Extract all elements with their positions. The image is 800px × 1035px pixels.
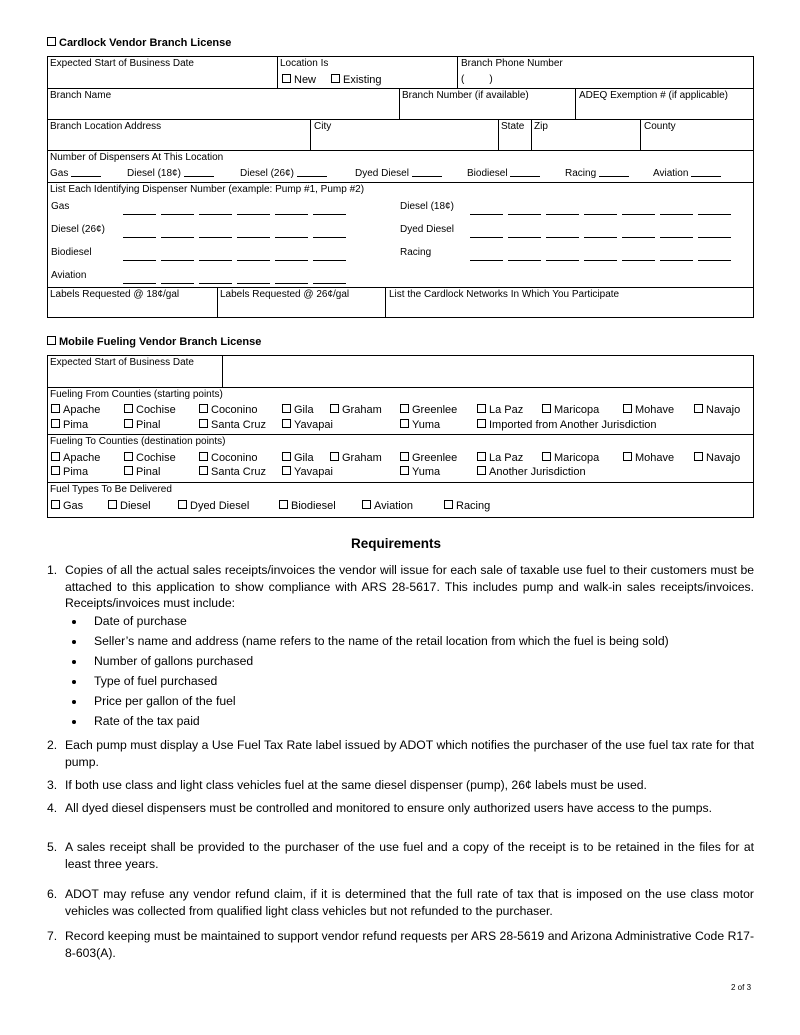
req-item-1: 1. Copies of all the actual sales receipts/invoices the vendor will issue for each sale of taxable use fuel to their customers must be attached to this application to show compliance with ARS 28-5617. This includes pump and walk-in sales receipts/invoices. Receipts/invoices must include: [47, 563, 754, 610]
fuel-gas-option[interactable] [51, 500, 83, 512]
to-counties-label: Fueling To Counties (destination points) [50, 436, 226, 447]
fuel-dyed-diesel-option[interactable] [178, 500, 249, 512]
fuel-types-label: Fuel Types To Be Delivered [50, 484, 172, 495]
to-coconino-checkbox[interactable] [199, 452, 208, 461]
from-la-paz-checkbox[interactable] [477, 404, 486, 413]
to-yuma-label: Yuma [412, 466, 441, 478]
to-coconino-label: Coconino [211, 452, 258, 464]
from-greenlee-option[interactable] [400, 404, 457, 416]
to-pinal-checkbox[interactable] [124, 466, 133, 475]
to-graham-label: Graham [342, 452, 382, 464]
from-yuma-checkbox[interactable] [400, 419, 409, 428]
from-yuma-label: Yuma [412, 419, 441, 431]
fuel-dyed-diesel-checkbox[interactable] [178, 500, 187, 509]
to-yavapai-label: Yavapai [294, 466, 333, 478]
req-item-5: 5. A sales receipt shall be provided to the purchaser of the use fuel and a copy of the receipt is to be retained in the files for at least three years. [47, 840, 754, 871]
from-apache-checkbox[interactable] [51, 404, 60, 413]
from-pinal-label: Pinal [136, 419, 161, 431]
disp-aviation[interactable]: Aviation [653, 168, 721, 179]
labels18-label: Labels Requested @ 18¢/gal [50, 289, 180, 300]
from-navajo-label: Navajo [706, 404, 741, 416]
to-la-paz-label: La Paz [489, 452, 524, 464]
from-cochise-checkbox[interactable] [124, 404, 133, 413]
fuel-aviation-checkbox[interactable] [362, 500, 371, 509]
from-pima-option[interactable] [51, 419, 88, 431]
to-la-paz-checkbox[interactable] [477, 452, 486, 461]
from-navajo-checkbox[interactable] [694, 404, 703, 413]
to-coconino-option[interactable] [199, 452, 257, 464]
cardlock-section-title[interactable] [47, 37, 231, 49]
id-diesel18-blanks[interactable] [470, 202, 736, 220]
county-label: County [644, 121, 676, 132]
from-la-paz-option[interactable] [477, 404, 523, 416]
from-cochise-label: Cochise [136, 404, 176, 416]
from-greenlee-checkbox[interactable] [400, 404, 409, 413]
to-maricopa-label: Maricopa [554, 452, 600, 464]
from-cochise-option[interactable] [124, 404, 176, 416]
to-cochise-label: Cochise [136, 452, 176, 464]
mobile-expected-start-label: Expected Start of Business Date [50, 357, 194, 368]
from-maricopa-label: Maricopa [554, 404, 600, 416]
branch-number-label: Branch Number (if available) [402, 90, 529, 101]
to-santa-cruz-option[interactable] [199, 466, 266, 478]
to-maricopa-option[interactable] [542, 452, 599, 464]
networks-label: List the Cardlock Networks In Which You Participate [389, 289, 620, 300]
id-dyed-label: Dyed Diesel [400, 224, 454, 235]
to-another-jurisdiction-label: Another Jurisdiction [489, 466, 586, 478]
page-number: 2 of 3 [731, 983, 752, 992]
to-apache-option[interactable] [51, 452, 100, 464]
to-greenlee-option[interactable] [400, 452, 457, 464]
from-gila-option[interactable] [282, 404, 314, 416]
req-item-4: 4. All dyed diesel dispensers must be controlled and monitored to ensure only authorized users have access to the pumps. [47, 801, 712, 815]
requirements-title: Requirements [351, 536, 442, 551]
from-coconino-option[interactable] [199, 404, 257, 416]
to-maricopa-checkbox[interactable] [542, 452, 551, 461]
id-diesel26-label: Diesel (26¢) [51, 224, 105, 235]
to-cochise-option[interactable] [124, 452, 176, 464]
from-imported-from-another-jurisdiction-checkbox[interactable] [477, 419, 486, 428]
location-new-option[interactable]: New [282, 74, 316, 86]
from-maricopa-option[interactable] [542, 404, 599, 416]
from-imported-from-another-jurisdiction-label: Imported from Another Jurisdiction [489, 419, 657, 431]
adeq-label: ADEQ Exemption # (if applicable) [579, 90, 728, 101]
branch-phone-label: Branch Phone Number [461, 58, 563, 69]
disp-gas[interactable]: Gas [50, 168, 101, 179]
from-yavapai-option[interactable] [282, 419, 333, 431]
new-checkbox[interactable] [282, 74, 291, 83]
to-santa-cruz-label: Santa Cruz [211, 466, 267, 478]
to-yavapai-option[interactable] [282, 466, 333, 478]
from-gila-label: Gila [294, 404, 314, 416]
id-biodiesel-label: Biodiesel [51, 247, 92, 258]
to-graham-checkbox[interactable] [330, 452, 339, 461]
from-santa-cruz-label: Santa Cruz [211, 419, 267, 431]
zip-label: Zip [534, 121, 548, 132]
to-pima-checkbox[interactable] [51, 466, 60, 475]
fuel-aviation-label: Aviation [374, 500, 413, 512]
to-yuma-option[interactable] [400, 466, 440, 478]
id-aviation-blanks[interactable] [123, 271, 351, 289]
from-la-paz-label: La Paz [489, 404, 524, 416]
req-item-2: 2. Each pump must display a Use Fuel Tax Rate label issued by ADOT which notifies the purchaser of the use fuel tax rate for that pump. [47, 738, 754, 769]
from-mohave-label: Mohave [635, 404, 675, 416]
from-greenlee-label: Greenlee [412, 404, 458, 416]
branch-address-label: Branch Location Address [50, 121, 162, 132]
from-navajo-option[interactable] [694, 404, 740, 416]
to-apache-label: Apache [63, 452, 101, 464]
disp-biodiesel[interactable]: Biodiesel [467, 168, 540, 179]
state-label: State [501, 121, 525, 132]
from-mohave-option[interactable] [623, 404, 674, 416]
id-gas-blanks[interactable] [123, 202, 351, 220]
location-is-label: Location Is [280, 58, 329, 69]
from-pinal-option[interactable] [124, 419, 160, 431]
labels26-label: Labels Requested @ 26¢/gal [220, 289, 350, 300]
num-dispensers-label: Number of Dispensers At This Location [50, 152, 224, 163]
mobile-section-title[interactable] [47, 336, 261, 348]
to-navajo-label: Navajo [706, 452, 741, 464]
from-yavapai-label: Yavapai [294, 419, 333, 431]
from-santa-cruz-option[interactable] [199, 419, 266, 431]
fuel-diesel-label: Diesel [120, 500, 151, 512]
id-racing-label: Racing [400, 247, 432, 258]
cardlock-checkbox[interactable] [47, 37, 56, 46]
to-greenlee-checkbox[interactable] [400, 452, 409, 461]
cardlock-title: Cardlock Vendor Branch License [59, 37, 232, 49]
location-existing-option[interactable]: Existing [331, 74, 382, 86]
fuel-racing-checkbox[interactable] [444, 500, 453, 509]
to-yavapai-checkbox[interactable] [282, 466, 291, 475]
to-la-paz-option[interactable] [477, 452, 523, 464]
disp-dyed[interactable]: Dyed Diesel [355, 168, 442, 179]
to-pima-label: Pima [63, 466, 89, 478]
to-mohave-label: Mohave [635, 452, 675, 464]
to-navajo-checkbox[interactable] [694, 452, 703, 461]
expected-start-label: Expected Start of Business Date [50, 58, 194, 69]
to-santa-cruz-checkbox[interactable] [199, 466, 208, 475]
mobile-checkbox[interactable] [47, 336, 56, 345]
disp-racing[interactable]: Racing [565, 168, 629, 179]
fuel-biodiesel-checkbox[interactable] [279, 500, 288, 509]
from-mohave-checkbox[interactable] [623, 404, 632, 413]
form-page: Cardlock Vendor Branch License Expected Start of Business Date Location Is New Existing Branch Phone Number ( ) Branch Name Branch Number (if available) ADEQ Exemption # (if applicable) Branch Location Address City State Zip County Number of Dispensers At This Location Gas Diesel (18¢) Diesel (26¢) Dyed Diesel Biodiesel Racing Aviation List Each Identifying Dispenser Number (example: Pump #1, Pump #2) Gas Diesel (26¢) Biodiesel Aviation Diesel (18¢) Dyed Diesel Racing Labels Requested @ 18¢/gal Labels Requested @ 26¢/gal List the Cardlock Networks In Which You Participate Mobile Fueling Vendor Branch License Expected Start of Business Date Fueling From Counties (starting points) Apache Cochise Coconino Gila Graham Greenlee La Paz Maricopa Mohave Navajo Pima Pinal Santa Cruz Yavapai Yuma Imported from Another Jurisdiction Fueling To Counties (destination points) Apache Cochise Coconino Gila Graham Greenlee La Paz Maricopa Mohave Navajo Pima Pinal Santa Cruz Yavapai Yuma Another Jurisdiction Fuel Types To Be Delivered Gas Diesel Dyed Diesel Biodiesel Aviation Racing Requirements 1. Copies of all the actual sales receipts/invoices the vendor will issue for each sale of taxable use fuel to their customers must be attached to this application to show compliance with ARS 28-5617. This includes pump and walk-in sales receipts/invoices. Receipts/invoices must include: Date of purchase Seller’s name and address (name refers to the name of the retail location from which the fuel is being sold) Number of gallons purchased Type of fuel purchased Price per gallon of the fuel Rate of the tax paid 2. Each pump must display a Use Fuel Tax Rate label issued by ADOT which notifies the purchaser of the use fuel tax rate for that pump. 3. If both use class and light class vehicles fuel at the same diesel dispenser (pump), 26¢ labels must be used. 4. All dyed diesel dispensers must be controlled and monitored to ensure only authorized users have access to the pumps. 5. A sales receipt shall be provided to the purchaser of the use fuel and a copy of the receipt is to be retained in the files for at least three years. 6. ADOT may refuse any vendor refund claim, if it is determined that the full rate of tax that is imposed on the use class motor vehicles was collected from qualified light class vehicles but not refunded to the purchaser. 7. Record keeping must be maintained to support vendor refund requests per ARS 28-5619 and Arizona Administrative Code R17-8-603(A). 2 of 3 [47, 37, 754, 992]
disp-diesel18[interactable]: Diesel (18¢) [127, 168, 214, 179]
to-navajo-option[interactable] [694, 452, 740, 464]
fuel-diesel-checkbox[interactable] [108, 500, 117, 509]
from-maricopa-checkbox[interactable] [542, 404, 551, 413]
id-dyed-blanks[interactable] [470, 225, 736, 243]
from-yuma-option[interactable] [400, 419, 440, 431]
to-graham-option[interactable] [330, 452, 382, 464]
from-graham-label: Graham [342, 404, 382, 416]
id-gas-label: Gas [51, 201, 70, 212]
req-item-3: 3. If both use class and light class vehicles fuel at the same diesel dispenser (pump), 26¢ labels must be used. [47, 778, 647, 792]
fuel-biodiesel-option[interactable] [279, 500, 336, 512]
from-apache-option[interactable] [51, 404, 100, 416]
fuel-biodiesel-label: Biodiesel [291, 500, 336, 512]
to-gila-option[interactable] [282, 452, 314, 464]
from-apache-label: Apache [63, 404, 101, 416]
from-pinal-checkbox[interactable] [124, 419, 133, 428]
to-gila-label: Gila [294, 452, 314, 464]
mobile-title: Mobile Fueling Vendor Branch License [59, 336, 262, 348]
from-counties-label: Fueling From Counties (starting points) [50, 389, 223, 400]
to-another-jurisdiction-checkbox[interactable] [477, 466, 486, 475]
id-racing-blanks[interactable] [470, 248, 736, 266]
fuel-racing-label: Racing [456, 500, 491, 512]
from-imported-from-another-jurisdiction-option[interactable] [477, 419, 657, 431]
id-diesel18-label: Diesel (18¢) [400, 201, 454, 212]
req-item-7: 7. Record keeping must be maintained to support vendor refund requests per ARS 28-5619 and Arizona Administrative Code R17-8-603(A). [47, 929, 754, 960]
existing-checkbox[interactable] [331, 74, 340, 83]
fuel-gas-checkbox[interactable] [51, 500, 60, 509]
from-graham-option[interactable] [330, 404, 382, 416]
fuel-diesel-option[interactable] [108, 500, 151, 512]
from-gila-checkbox[interactable] [282, 404, 291, 413]
to-yuma-checkbox[interactable] [400, 466, 409, 475]
from-coconino-checkbox[interactable] [199, 404, 208, 413]
to-another-jurisdiction-option[interactable] [477, 466, 586, 478]
to-cochise-checkbox[interactable] [124, 452, 133, 461]
to-pinal-label: Pinal [136, 466, 161, 478]
disp-diesel26[interactable]: Diesel (26¢) [240, 168, 327, 179]
to-apache-checkbox[interactable] [51, 452, 60, 461]
req-item-6: 6. ADOT may refuse any vendor refund claim, if it is determined that the full rate of tax that is imposed on the use class motor vehicles was collected from qualified light class vehicles but not refunded to the purchaser. [47, 887, 754, 918]
fuel-aviation-option[interactable] [362, 500, 413, 512]
id-diesel26-blanks[interactable] [123, 225, 351, 243]
to-mohave-checkbox[interactable] [623, 452, 632, 461]
fuel-dyed-diesel-label: Dyed Diesel [190, 500, 250, 512]
id-biodiesel-blanks[interactable] [123, 248, 351, 266]
to-gila-checkbox[interactable] [282, 452, 291, 461]
from-coconino-label: Coconino [211, 404, 258, 416]
from-graham-checkbox[interactable] [330, 404, 339, 413]
branch-phone-field[interactable]: ( ) [461, 74, 493, 85]
from-yavapai-checkbox[interactable] [282, 419, 291, 428]
to-mohave-option[interactable] [623, 452, 674, 464]
to-pima-option[interactable] [51, 466, 88, 478]
from-pima-checkbox[interactable] [51, 419, 60, 428]
city-label: City [314, 121, 332, 132]
from-santa-cruz-checkbox[interactable] [199, 419, 208, 428]
id-aviation-label: Aviation [51, 270, 87, 281]
from-pima-label: Pima [63, 419, 89, 431]
fuel-racing-option[interactable] [444, 500, 490, 512]
to-greenlee-label: Greenlee [412, 452, 458, 464]
to-pinal-option[interactable] [124, 466, 160, 478]
list-each-label: List Each Identifying Dispenser Number (example: Pump #1, Pump #2) [50, 184, 365, 195]
fuel-gas-label: Gas [63, 500, 84, 512]
branch-name-label: Branch Name [50, 90, 112, 101]
